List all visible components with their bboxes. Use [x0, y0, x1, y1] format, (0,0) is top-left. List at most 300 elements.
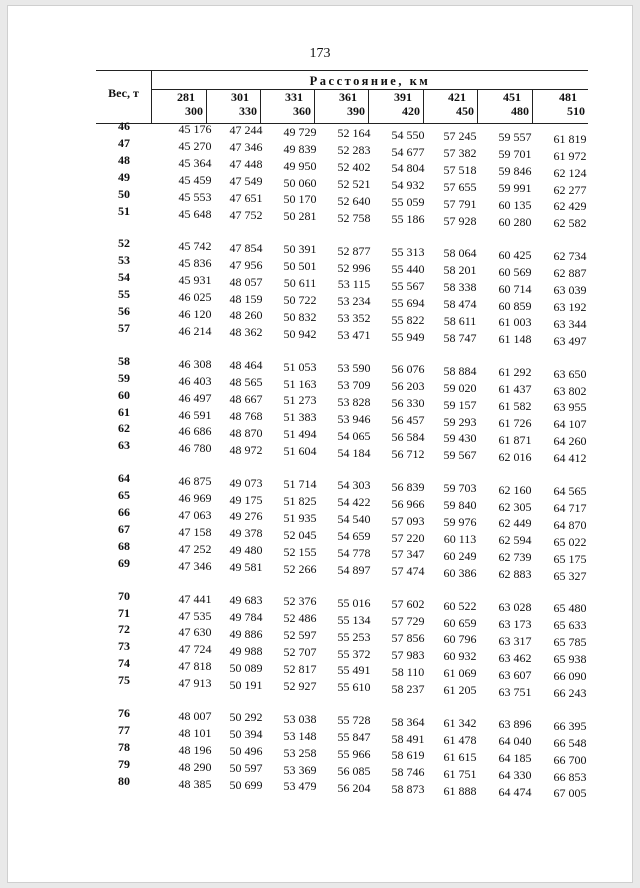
table-cell: 64 040 — [498, 734, 532, 749]
range-to: 480 — [511, 104, 529, 118]
table-cell: 62 160 — [498, 482, 532, 497]
table-cell: 54 677 — [391, 144, 425, 159]
table-cell: 61 292 — [498, 365, 532, 380]
distance-header: Расстояние, км — [152, 73, 588, 90]
table-cell: 57 729 — [391, 614, 425, 629]
distance-column-header — [207, 90, 261, 123]
table-cell: 47 441 — [178, 591, 212, 606]
table-cell: 62 277 — [553, 182, 587, 197]
table-cell: 47 244 — [229, 123, 263, 138]
table-cell: 55 134 — [337, 612, 371, 627]
table-cell: 58 746 — [391, 765, 425, 780]
table-cell: 60 522 — [443, 598, 477, 613]
table-cell: 57 347 — [391, 547, 425, 562]
range-to: 330 — [239, 104, 257, 118]
table-cell: 65 785 — [553, 635, 587, 650]
table-cell: 47 651 — [229, 191, 263, 205]
table-cell: 57 791 — [443, 196, 477, 211]
table-cell: 50 501 — [283, 259, 317, 274]
table-cell: 62 734 — [553, 249, 587, 264]
table-cell: 56 584 — [391, 430, 425, 444]
table-cell: 55 186 — [391, 212, 425, 227]
table-cell: 46 120 — [178, 307, 212, 321]
table-cell: 53 148 — [283, 728, 317, 743]
table-cell: 50 060 — [283, 175, 317, 190]
table-cell: 55 822 — [391, 312, 425, 327]
weight-value: 55 — [118, 287, 130, 302]
table-cell: 58 110 — [391, 664, 425, 679]
weight-value: 51 — [118, 203, 130, 218]
weight-value: 50 — [118, 186, 130, 201]
table-cell: 49 276 — [229, 509, 263, 524]
table-cell: 50 722 — [283, 292, 317, 307]
table-cell: 52 996 — [337, 260, 371, 275]
table-cell: 61 972 — [553, 148, 587, 163]
table-cell: 47 854 — [229, 240, 263, 255]
table-cell: 55 253 — [337, 629, 371, 644]
table-cell: 50 611 — [283, 276, 317, 290]
table-cell: 52 402 — [337, 160, 371, 174]
table-cell: 64 474 — [498, 785, 532, 799]
weight-value: 58 — [118, 353, 130, 368]
table-cell: 52 045 — [283, 527, 317, 542]
weight-value: 73 — [118, 639, 130, 654]
table-cell: 58 611 — [443, 314, 477, 328]
table-cell: 48 290 — [178, 759, 212, 774]
table-cell: 53 258 — [283, 745, 317, 760]
table-cell: 53 115 — [337, 277, 371, 292]
table-cell: 58 338 — [443, 280, 477, 295]
table-cell: 47 252 — [178, 541, 212, 556]
table-cell: 51 604 — [283, 444, 317, 459]
table-cell: 64 412 — [553, 451, 587, 466]
table-cell: 47 913 — [178, 676, 212, 691]
table-cell: 61 726 — [498, 415, 532, 430]
table-cell: 47 346 — [229, 140, 263, 155]
table-cell: 60 280 — [498, 214, 532, 229]
table-cell: 49 950 — [283, 158, 317, 173]
table-cell: 65 480 — [553, 601, 587, 616]
table-cell: 61 888 — [443, 783, 477, 798]
table-cell: 66 853 — [553, 769, 587, 784]
table-cell: 48 870 — [229, 425, 263, 440]
table-cell: 46 591 — [178, 407, 212, 422]
table-cell: 66 548 — [553, 735, 587, 750]
table-cell: 63 751 — [498, 684, 532, 699]
weight-value: 53 — [118, 253, 130, 268]
table-cell: 62 883 — [498, 567, 532, 582]
range-to: 510 — [567, 104, 585, 118]
table-cell: 66 243 — [553, 685, 587, 700]
table-cell: 45 364 — [178, 155, 212, 170]
table-cell: 47 448 — [229, 157, 263, 172]
table-cell: 53 234 — [337, 294, 371, 309]
table-cell: 60 135 — [498, 198, 532, 212]
table-cell: 48 667 — [229, 392, 263, 406]
weight-value: 69 — [118, 555, 130, 570]
table-cell: 48 196 — [178, 742, 212, 757]
table-cell: 52 927 — [283, 678, 317, 693]
weight-value: 71 — [118, 605, 130, 620]
table-cell: 53 471 — [337, 328, 371, 343]
table-cell: 45 553 — [178, 189, 212, 204]
table-cell: 47 346 — [178, 558, 212, 573]
table-cell: 50 089 — [229, 660, 263, 675]
weight-value: 66 — [118, 505, 130, 519]
table-cell: 60 249 — [443, 548, 477, 563]
table-cell: 56 204 — [337, 780, 371, 795]
table-cell: 47 956 — [229, 257, 263, 272]
table-cell: 47 063 — [178, 508, 212, 522]
weight-value: 75 — [118, 673, 130, 688]
table-cell: 48 101 — [178, 725, 212, 740]
table-cell: 56 457 — [391, 413, 425, 428]
table-cell: 48 362 — [229, 325, 263, 340]
table-cell: 47 549 — [229, 174, 263, 189]
table-cell: 58 364 — [391, 714, 425, 729]
table-cell: 59 991 — [498, 181, 532, 196]
table-cell: 47 724 — [178, 642, 212, 657]
table-cell: 61 871 — [498, 432, 532, 447]
table-cell: 49 073 — [229, 475, 263, 490]
table-cell: 60 113 — [443, 531, 477, 546]
table-cell: 46 497 — [178, 390, 212, 405]
range-from: 481 — [559, 90, 577, 104]
table-cell: 48 260 — [229, 308, 263, 323]
table-cell: 51 053 — [283, 359, 317, 374]
table-cell: 59 703 — [443, 481, 477, 496]
table-cell: 57 856 — [391, 631, 425, 645]
table-cell: 50 942 — [283, 326, 317, 341]
table-cell: 61 751 — [443, 766, 477, 781]
table-cell: 54 804 — [391, 161, 425, 176]
table-cell: 46 403 — [178, 373, 212, 388]
range-to: 300 — [185, 104, 203, 118]
table-cell: 62 305 — [498, 499, 532, 514]
table-cell: 60 386 — [443, 565, 477, 580]
table-cell: 67 005 — [553, 786, 587, 801]
table-cell: 64 717 — [553, 500, 587, 515]
table-cell: 54 065 — [337, 428, 371, 443]
range-to: 360 — [293, 104, 311, 118]
weight-value: 60 — [118, 387, 130, 402]
table-cell: 58 491 — [391, 731, 425, 746]
table-cell: 54 550 — [391, 127, 425, 142]
distance-column-header — [315, 90, 369, 123]
weight-value: 64 — [118, 471, 130, 486]
table-cell: 58 884 — [443, 363, 477, 378]
table-cell: 50 281 — [283, 209, 317, 224]
table-cell: 55 728 — [337, 713, 371, 728]
table-cell: 55 440 — [391, 261, 425, 276]
table-cell: 55 694 — [391, 295, 425, 310]
table-cell: 53 479 — [283, 779, 317, 794]
table-cell: 55 847 — [337, 730, 371, 745]
table-cell: 54 659 — [337, 529, 371, 544]
weight-value: 47 — [118, 135, 130, 150]
table-cell: 50 391 — [283, 242, 317, 257]
weight-value: 63 — [118, 438, 130, 453]
range-from: 281 — [177, 90, 195, 104]
table-cell: 62 582 — [553, 216, 587, 231]
range-from: 451 — [503, 90, 521, 104]
table-cell: 61 148 — [498, 332, 532, 347]
table-cell: 59 157 — [443, 397, 477, 412]
weight-value: 48 — [118, 152, 130, 167]
table-cell: 50 191 — [229, 677, 263, 692]
table-cell: 57 474 — [391, 564, 425, 579]
table-cell: 62 429 — [553, 199, 587, 214]
table-cell: 48 007 — [178, 709, 212, 723]
table-cell: 53 038 — [283, 711, 317, 726]
table-cell: 60 796 — [443, 632, 477, 647]
table-cell: 47 630 — [178, 625, 212, 640]
table-cell: 45 742 — [178, 239, 212, 254]
table-cell: 58 747 — [443, 330, 477, 345]
table-cell: 61 615 — [443, 749, 477, 764]
table-cell: 45 931 — [178, 273, 212, 288]
table-cell: 58 064 — [443, 246, 477, 261]
table-cell: 64 260 — [553, 434, 587, 449]
table-cell: 63 607 — [498, 667, 532, 682]
weight-value: 76 — [118, 706, 130, 720]
table-cell: 58 619 — [391, 748, 425, 763]
table-cell: 57 220 — [391, 530, 425, 545]
table-cell: 63 955 — [553, 400, 587, 415]
table-cell: 55 313 — [391, 245, 425, 259]
range-from: 331 — [285, 90, 303, 104]
table-cell: 63 497 — [553, 333, 587, 348]
table-cell: 65 022 — [553, 534, 587, 549]
table-cell: 45 836 — [178, 256, 212, 271]
table-cell: 49 839 — [283, 141, 317, 156]
table-cell: 52 376 — [283, 594, 317, 609]
table-cell: 60 714 — [498, 281, 532, 296]
table-cell: 61 819 — [553, 131, 587, 146]
table-cell: 66 395 — [553, 718, 587, 733]
table-cell: 55 966 — [337, 747, 371, 761]
distance-column-header — [533, 90, 588, 123]
table-cell: 60 569 — [498, 264, 532, 279]
table-cell: 49 683 — [229, 593, 263, 607]
page-number: 173 — [309, 46, 331, 61]
table-cell: 62 594 — [498, 533, 532, 548]
table-cell: 50 832 — [283, 309, 317, 324]
table-cell: 48 972 — [229, 442, 263, 457]
table-cell: 57 983 — [391, 647, 425, 662]
table-cell: 52 758 — [337, 210, 371, 225]
table-cell: 56 085 — [337, 763, 371, 778]
table-cell: 58 201 — [443, 263, 477, 278]
distance-column-header — [261, 90, 315, 123]
table-cell: 64 870 — [553, 517, 587, 532]
table-cell: 52 640 — [337, 193, 371, 208]
range-from: 421 — [448, 90, 466, 104]
table-cell: 65 175 — [553, 551, 587, 566]
weight-value: 46 — [118, 119, 130, 133]
table-cell: 50 699 — [229, 778, 263, 792]
table-header — [96, 70, 588, 124]
weight-value: 80 — [118, 773, 130, 788]
range-to: 450 — [456, 104, 474, 118]
table-cell: 54 778 — [337, 546, 371, 560]
table-cell: 46 214 — [178, 323, 212, 338]
table-cell: 49 886 — [229, 626, 263, 641]
table-cell: 59 557 — [498, 130, 532, 145]
weight-value: 52 — [118, 236, 130, 251]
table-cell: 46 780 — [178, 441, 212, 456]
table-cell: 53 369 — [283, 762, 317, 777]
table-cell: 63 028 — [498, 600, 532, 614]
table-cell: 51 494 — [283, 427, 317, 442]
table-cell: 51 163 — [283, 376, 317, 391]
table-cell: 49 784 — [229, 609, 263, 624]
table-cell: 63 344 — [553, 316, 587, 331]
table-cell: 63 650 — [553, 366, 587, 381]
range-from: 361 — [339, 90, 357, 104]
table-cell: 45 176 — [178, 122, 212, 136]
table-cell: 56 076 — [391, 362, 425, 377]
weight-value: 61 — [118, 404, 130, 419]
table-cell: 64 185 — [498, 751, 532, 766]
weight-value: 77 — [118, 722, 130, 737]
table-cell: 45 459 — [178, 172, 212, 187]
table-cell: 65 327 — [553, 568, 587, 583]
weight-value: 62 — [118, 421, 130, 436]
weight-value: 68 — [118, 538, 130, 553]
weight-value: 59 — [118, 370, 130, 385]
table-cell: 57 382 — [443, 145, 477, 160]
distance-column-header — [478, 90, 533, 123]
table-cell: 61 478 — [443, 732, 477, 747]
table-cell: 47 818 — [178, 659, 212, 674]
table-cell: 60 659 — [443, 615, 477, 630]
table-cell: 56 712 — [391, 446, 425, 461]
table-cell: 50 394 — [229, 727, 263, 742]
table-cell: 45 648 — [178, 206, 212, 221]
weight-value: 70 — [118, 588, 130, 603]
table-cell: 57 928 — [443, 213, 477, 228]
table-cell: 50 597 — [229, 761, 263, 776]
table-cell: 63 896 — [498, 717, 532, 732]
table-cell: 52 707 — [283, 645, 317, 660]
table-cell: 57 518 — [443, 162, 477, 177]
table-cell: 59 567 — [443, 448, 477, 463]
weight-value: 54 — [118, 270, 130, 285]
table-cell: 65 938 — [553, 652, 587, 667]
table-cell: 63 173 — [498, 616, 532, 631]
table-cell: 51 383 — [283, 410, 317, 425]
table-cell: 52 521 — [337, 176, 371, 191]
weight-value: 67 — [118, 521, 130, 536]
table-cell: 46 025 — [178, 290, 212, 305]
table-cell: 61 205 — [443, 683, 477, 698]
table-cell: 51 714 — [283, 477, 317, 491]
table-cell: 47 158 — [178, 524, 212, 539]
table-cell: 59 976 — [443, 515, 477, 529]
table-cell: 57 655 — [443, 179, 477, 194]
table-cell: 55 016 — [337, 595, 371, 610]
table-cell: 63 039 — [553, 283, 587, 297]
weight-value: 49 — [118, 169, 130, 184]
table-cell: 48 159 — [229, 291, 263, 306]
table-cell: 47 752 — [229, 207, 263, 222]
table-cell: 51 825 — [283, 493, 317, 508]
table-cell: 50 170 — [283, 192, 317, 207]
table-cell: 55 949 — [391, 329, 425, 344]
weight-column-header: Вес, т — [96, 71, 152, 123]
table-cell: 55 372 — [337, 646, 371, 661]
table-cell: 60 932 — [443, 649, 477, 664]
table-cell: 53 709 — [337, 377, 371, 392]
range-to: 420 — [402, 104, 420, 118]
weight-value: 78 — [118, 739, 130, 754]
table-cell: 62 449 — [498, 516, 532, 531]
table-cell: 50 292 — [229, 710, 263, 725]
range-from: 391 — [394, 90, 412, 104]
table-cell: 59 846 — [498, 164, 532, 179]
table-cell: 56 203 — [391, 379, 425, 394]
table-cell: 48 464 — [229, 358, 263, 373]
table-cell: 45 270 — [178, 138, 212, 153]
table-cell: 60 859 — [498, 298, 532, 313]
table-cell: 48 057 — [229, 274, 263, 289]
table-cell: 53 946 — [337, 411, 371, 426]
table-cell: 59 701 — [498, 147, 532, 162]
table-cell: 59 840 — [443, 498, 477, 513]
table-cell: 61 003 — [498, 315, 532, 330]
table-cell: 57 602 — [391, 597, 425, 612]
table-cell: 51 935 — [283, 510, 317, 525]
table-cell: 52 164 — [337, 126, 371, 141]
table-cell: 55 610 — [337, 680, 371, 695]
table-cell: 55 567 — [391, 278, 425, 293]
table-cell: 52 486 — [283, 611, 317, 626]
table-cell: 46 969 — [178, 491, 212, 506]
table-cell: 56 966 — [391, 496, 425, 511]
distance-column-header — [152, 90, 207, 123]
table-cell: 50 496 — [229, 744, 263, 759]
table-cell: 56 839 — [391, 479, 425, 494]
table-cell: 63 317 — [498, 633, 532, 648]
table-cell: 55 491 — [337, 663, 371, 678]
table-cell: 49 581 — [229, 560, 263, 575]
table-cell: 52 266 — [283, 561, 317, 576]
distance-column-header — [369, 90, 424, 123]
table-cell: 59 020 — [443, 380, 477, 395]
table-cell: 55 059 — [391, 195, 425, 210]
table-cell: 52 817 — [283, 662, 317, 676]
table-cell: 52 597 — [283, 628, 317, 643]
table-cell: 59 293 — [443, 414, 477, 429]
distance-column-header — [424, 90, 478, 123]
table-cell: 64 107 — [553, 417, 587, 432]
table-cell: 62 124 — [553, 165, 587, 180]
table-cell: 46 875 — [178, 474, 212, 489]
table-cell: 58 237 — [391, 681, 425, 696]
table-cell: 61 582 — [498, 399, 532, 413]
table-cell: 52 877 — [337, 243, 371, 258]
table-cell: 54 422 — [337, 495, 371, 510]
table-cell: 58 474 — [443, 297, 477, 312]
table-cell: 52 155 — [283, 544, 317, 559]
table-cell: 61 342 — [443, 716, 477, 730]
table-cell: 61 437 — [498, 382, 532, 397]
table-cell: 54 897 — [337, 562, 371, 577]
table-cell: 57 245 — [443, 129, 477, 143]
table-cell: 48 385 — [178, 776, 212, 791]
table-cell: 54 540 — [337, 512, 371, 527]
